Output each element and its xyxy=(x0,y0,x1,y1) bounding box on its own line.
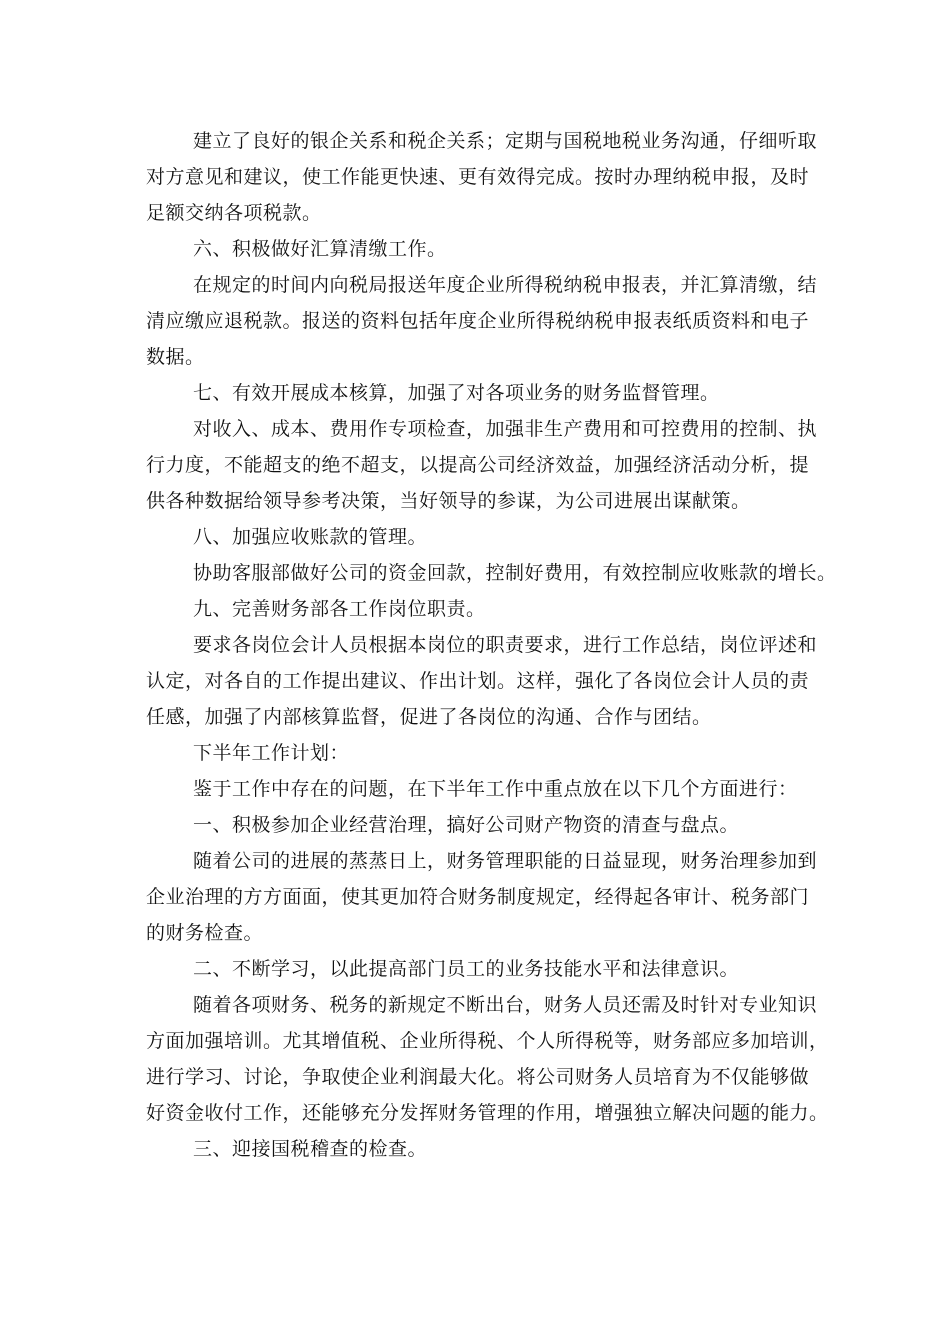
paragraph-line: 足额交纳各项税款。 xyxy=(146,202,322,224)
section-heading: 七、有效开展成本核算，加强了对各项业务的财务监督管理。 xyxy=(193,382,720,404)
paragraph-line: 企业治理的方方面面，使其更加符合财务制度规定，经得起各审计、税务部门 xyxy=(146,886,810,908)
paragraph-line: 在规定的时间内向税局报送年度企业所得税纳税申报表，并汇算清缴，结 xyxy=(193,274,818,296)
paragraph-line: 进行学习、讨论，争取使企业利润最大化。将公司财务人员培育为不仅能够做 xyxy=(146,1066,810,1088)
document-body xyxy=(146,123,837,1167)
paragraph-line: 认定，对各自的工作提出建议、作出计划。这样，强化了各岗位会计人员的责 xyxy=(146,670,810,692)
section-heading: 九、完善财务部各工作岗位职责。 xyxy=(193,598,486,620)
section-heading: 六、积极做好汇算清缴工作。 xyxy=(193,238,447,260)
paragraph-line: 任感，加强了内部核算监督，促进了各岗位的沟通、合作与团结。 xyxy=(146,706,712,728)
section-heading: 三、迎接国税稽查的检查。 xyxy=(193,1138,428,1160)
paragraph-line: 方面加强培训。尤其增值税、企业所得税、个人所得税等，财务部应多加培训， xyxy=(146,1030,829,1052)
paragraph-line: 随着各项财务、税务的新规定不断出台，财务人员还需及时针对专业知识 xyxy=(193,994,818,1016)
paragraph-line: 鉴于工作中存在的问题，在下半年工作中重点放在以下几个方面进行： xyxy=(193,778,798,800)
section-heading: 一、积极参加企业经营治理，搞好公司财产物资的清查与盘点。 xyxy=(193,814,740,836)
paragraph-line: 随着公司的进展的蒸蒸日上，财务管理职能的日益显现，财务治理参加到 xyxy=(193,850,818,872)
paragraph-line: 行力度，不能超支的绝不超支，以提高公司经济效益，加强经济活动分析，提 xyxy=(146,454,810,476)
paragraph-line: 对收入、成本、费用作专项检查，加强非生产费用和可控费用的控制、执 xyxy=(193,418,818,440)
paragraph-line: 建立了良好的银企关系和税企关系；定期与国税地税业务沟通，仔细听取 xyxy=(193,130,818,152)
paragraph-line: 要求各岗位会计人员根据本岗位的职责要求，进行工作总结，岗位评述和 xyxy=(193,634,818,656)
paragraph-line: 数据。 xyxy=(146,346,205,368)
section-heading: 二、不断学习，以此提高部门员工的业务技能水平和法律意识。 xyxy=(193,958,740,980)
section-heading: 下半年工作计划： xyxy=(193,742,350,764)
paragraph-line: 好资金收付工作，还能够充分发挥财务管理的作用，增强独立解决问题的能力。 xyxy=(146,1102,829,1124)
paragraph-line: 清应缴应退税款。报送的资料包括年度企业所得税纳税申报表纸质资料和电子 xyxy=(146,310,810,332)
paragraph-line: 对方意见和建议，使工作能更快速、更有效得完成。按时办理纳税申报，及时 xyxy=(146,166,810,188)
paragraph-line: 供各种数据给领导参考决策，当好领导的参谋，为公司进展出谋献策。 xyxy=(146,490,751,512)
paragraph-line: 的财务检查。 xyxy=(146,922,264,944)
paragraph-line: 协助客服部做好公司的资金回款，控制好费用，有效控制应收账款的增长。 xyxy=(193,562,837,584)
section-heading: 八、加强应收账款的管理。 xyxy=(193,526,428,548)
